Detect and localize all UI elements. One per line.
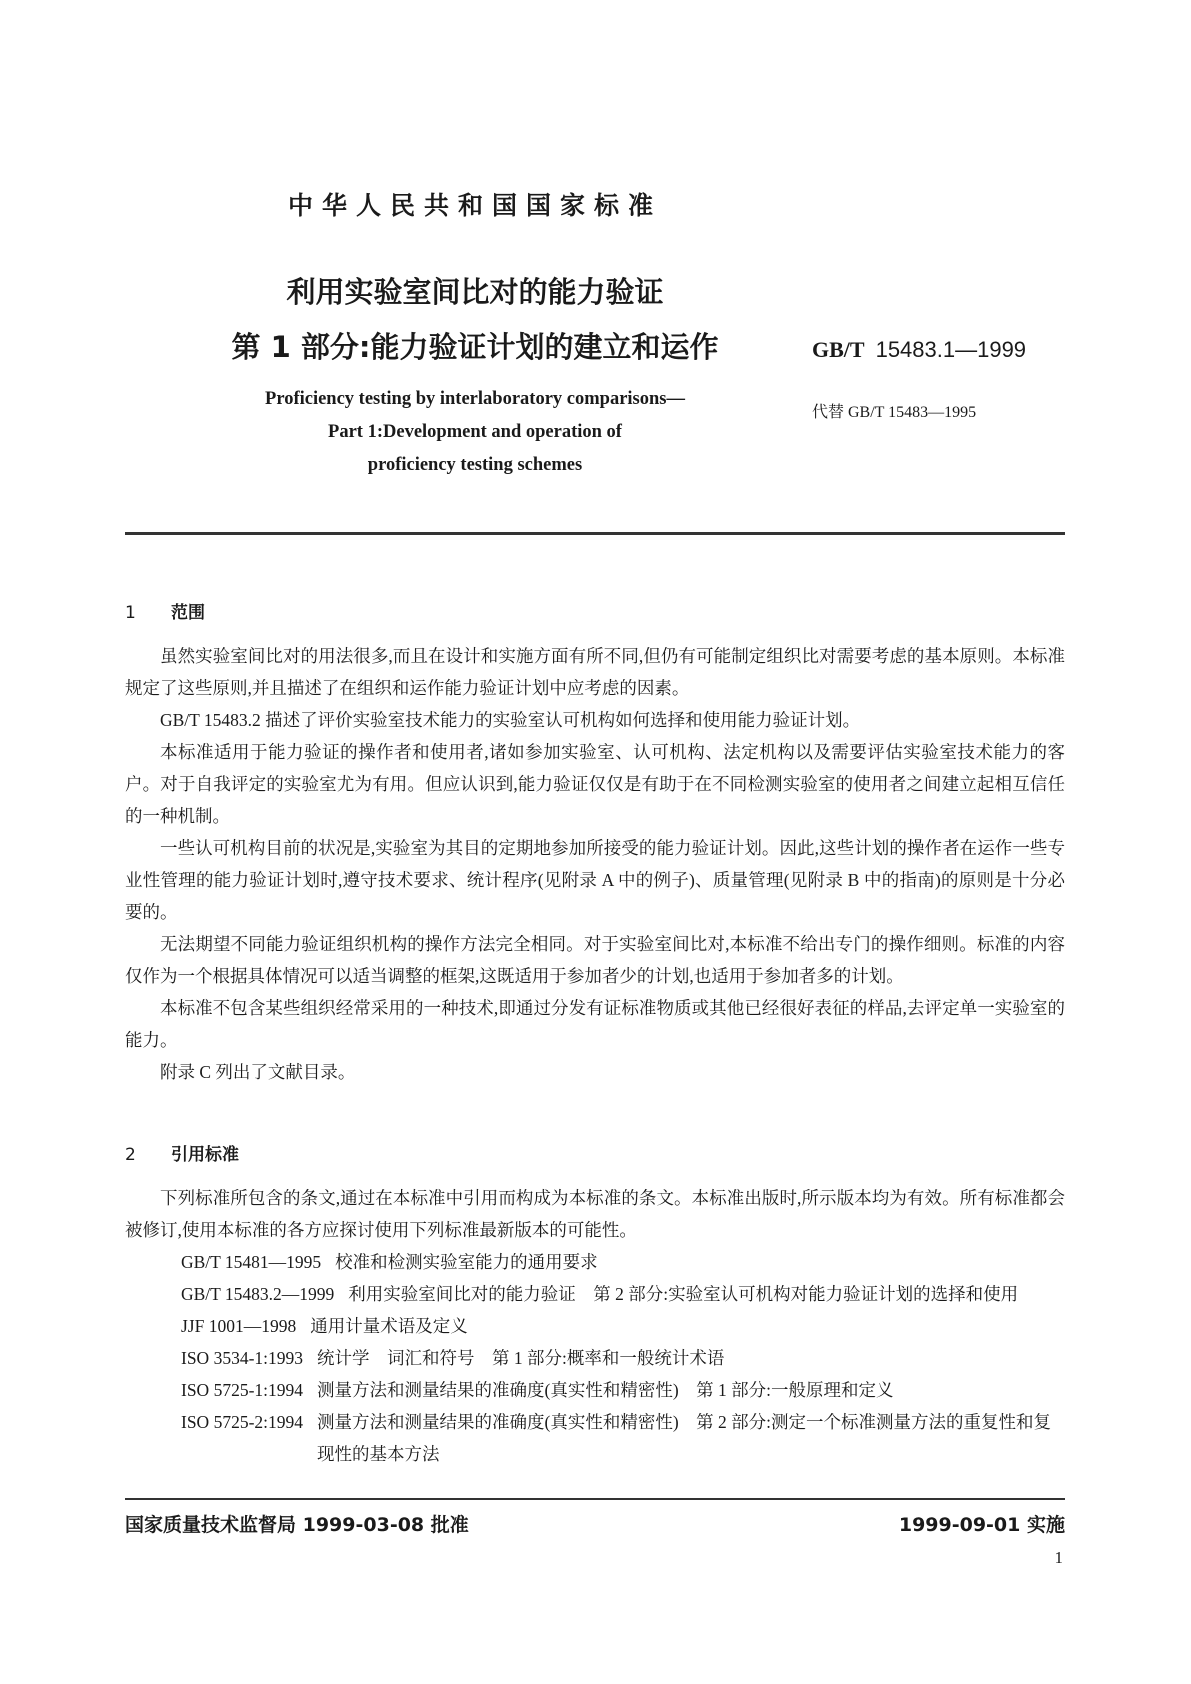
paragraph: 一些认可机构目前的状况是,实验室为其目的定期地参加所接受的能力验证计划。因此,这些计划的操作者在运作一些专业性管理的能力验证计划时,遵守技术要求、统计程序(见附录 A 中的例子)、质量管理(见附录 B 中的指南)的原则是十分必要的。 [125,838,1065,922]
reference-title: 测量方法和测量结果的准确度(真实性和精密性) 第 2 部分:测定一个标准测量方法的重复性和复现性的基本方法 [317,1412,1052,1464]
reference-code: ISO 5725-1:1994 [181,1380,304,1400]
reference-code: GB/T 15481—1995 [181,1252,322,1272]
reference-item [181,1342,1065,1374]
section-1-heading [125,598,205,623]
reference-item [181,1406,1065,1470]
paragraph: 无法期望不同能力验证组织机构的操作方法完全相同。对于实验室间比对,本标准不给出专门的操作细则。标准的内容仅作为一个根据具体情况可以适当调整的框架,这既适用于参加者少的计划,也适用于参加者多的计划。 [125,934,1065,986]
section-number: 1 [125,603,136,623]
normative-references-list [125,1246,1065,1470]
title-en [0,383,950,482]
reference-title: 校准和检测实验室能力的通用要求 [335,1252,598,1272]
title-en-line1: Proficiency testing by interlaboratory comparisons— [265,389,685,409]
section-2-heading [125,1140,239,1165]
national-standard-heading: 中华人民共和国国家标准 [287,191,662,220]
paragraph: 虽然实验室间比对的用法很多,而且在设计和实施方面有所不同,但仍有可能制定组织比对需要考虑的基本原则。本标准规定了这些原则,并且描述了在组织和运作能力验证计划中应考虑的因素。 [125,646,1065,698]
approval-date: 国家质量技术监督局 1999-03-08 批准 [125,1514,469,1536]
replaces-note: 代替 GB/T 15483—1995 [812,404,977,421]
reference-item [181,1374,1065,1406]
title-cn-line2: 第 1 部分:能力验证计划的建立和运作 [231,330,719,364]
paragraph: 本标准不包含某些组织经常采用的一种技术,即通过分发有证标准物质或其他已经很好表征的样品,去评定单一实验室的能力。 [125,998,1065,1050]
reference-code: JJF 1001—1998 [181,1316,297,1336]
standard-number: 15483.1—1999 [875,337,1027,362]
section-title: 引用标准 [171,1145,239,1165]
standard-code [812,337,1026,363]
reference-title: 利用实验室间比对的能力验证 第 2 部分:实验室认可机构对能力验证计划的选择和使用 [348,1284,1019,1304]
title-en-line3: proficiency testing schemes [367,455,583,475]
reference-code: GB/T 15483.2—1999 [181,1284,335,1304]
implementation-date: 1999-09-01 实施 [898,1514,1065,1536]
section-2-body [125,1182,1065,1246]
section-number: 2 [125,1145,136,1165]
section-1-body [125,640,1065,1088]
section-title: 范围 [171,603,205,623]
reference-item [181,1246,1065,1278]
reference-item [181,1278,1065,1310]
paragraph: GB/T 15483.2 描述了评价实验室技术能力的实验室认可机构如何选择和使用能力验证计划。 [160,710,861,730]
reference-code: ISO 5725-2:1994 [181,1412,304,1432]
reference-title: 统计学 词汇和符号 第 1 部分:概率和一般统计术语 [317,1348,725,1368]
standard-prefix: GB/T [812,337,865,362]
footer-divider [125,1498,1065,1500]
title-cn-line1: 利用实验室间比对的能力验证 [286,275,664,309]
reference-title: 测量方法和测量结果的准确度(真实性和精密性) 第 1 部分:一般原理和定义 [317,1380,894,1400]
paragraph: 本标准适用于能力验证的操作者和使用者,诸如参加实验室、认可机构、法定机构以及需要评估实验室技术能力的客户。对于自我评定的实验室尤为有用。但应认识到,能力验证仅仅是有助于在不同检测实验室的使用者之间建立起相互信任的一种机制。 [125,742,1065,826]
reference-code: ISO 3534-1:1993 [181,1348,304,1368]
paragraph: 下列标准所包含的条文,通过在本标准中引用而构成为本标准的条文。本标准出版时,所示版本均为有效。所有标准都会被修订,使用本标准的各方应探讨使用下列标准最新版本的可能性。 [125,1188,1065,1240]
title-en-line2: Part 1:Development and operation of [328,422,622,442]
header-divider [125,532,1065,535]
reference-item [181,1310,1065,1342]
page-number: 1 [1054,1548,1063,1567]
reference-title: 通用计量术语及定义 [310,1316,468,1336]
paragraph: 附录 C 列出了文献目录。 [160,1062,356,1082]
